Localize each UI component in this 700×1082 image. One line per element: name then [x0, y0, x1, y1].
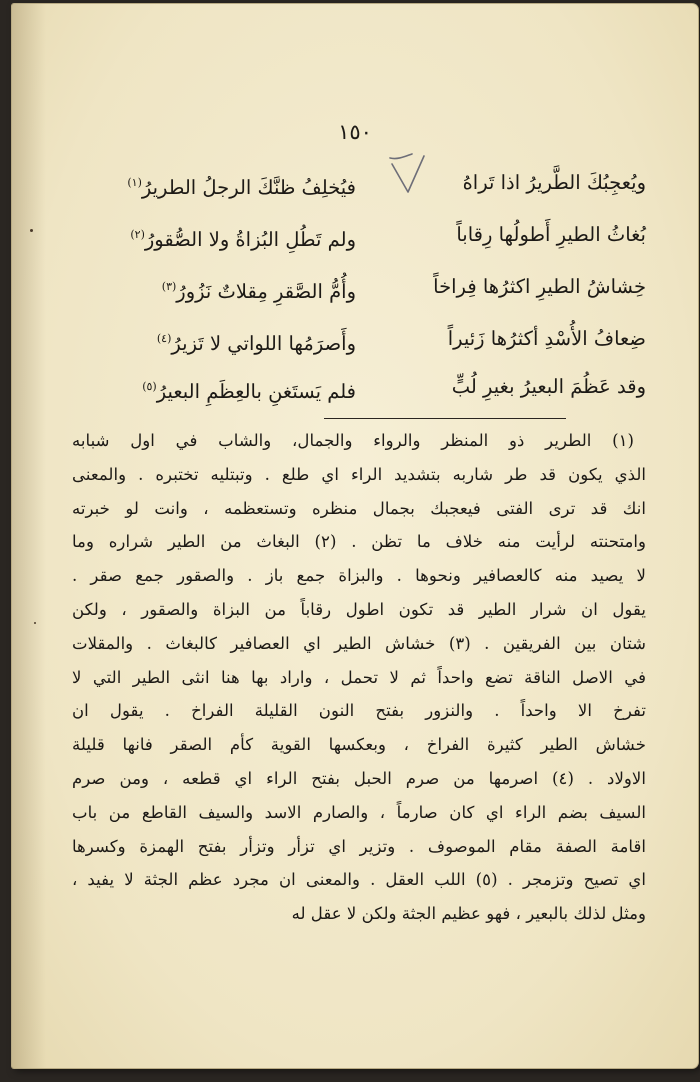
verse-text: وأَصرَمُها اللواتي لا تَزيرُ — [171, 332, 356, 355]
verse-second-hemistich — [72, 318, 356, 365]
verse-line — [72, 162, 646, 204]
verse-line — [72, 214, 646, 256]
commentary-line: ومثل لذلك بالبعير ، فهو عظيم الجثة ولكن لا عقل له — [291, 904, 646, 924]
book-page — [12, 4, 698, 1068]
verse-line — [72, 366, 646, 408]
verse-first-hemistich: وقد عَظُمَ البعيرُ بغيرِ لُبٍّ — [451, 375, 646, 398]
verse-first-hemistich: بُغاثُ الطيرِ أَطولُها رِقاباً — [456, 223, 646, 246]
commentary-line: (١) الطرير ذو المنظر والرواء والجمال، والشاب في اول شبابه — [72, 431, 634, 450]
commentary-line: خشاش الطير كثيرة الفراخ ، وبعكسها القوية كأم الصقر فانها قليلة — [72, 735, 646, 755]
commentary-line: انك قد ترى الفتى فيعجبك بجمال منظره وتستعظمه ، وانت لو خبرته — [72, 498, 646, 518]
footnote-marker: (٣) — [161, 280, 177, 293]
verse-text: ولم تَطُلِ البُزاةُ ولا الصُّقورُ — [144, 228, 356, 251]
page-number: ١٥٠ — [338, 120, 372, 144]
commentary-line: لا يصيد منه كالعصافير ونحوها . والبزاة جمع باز . والصقور جمع صقر . — [72, 566, 646, 586]
commentary-line: الاولاد . (٤) اصرمها من صرم الحبل بفتح الراء اي قطعه ، ومن صرم — [72, 768, 646, 788]
commentary-line: يقول ان شرار الطير قد تكون اطول رقاباً من البزاة والصقور ، ولكن — [72, 599, 646, 619]
verse-line — [72, 266, 646, 308]
page-binding-shadow — [12, 4, 46, 1068]
verse-line — [72, 318, 646, 360]
footnote-marker: (٥) — [142, 380, 157, 393]
commentary-line: اي تصيح وتزمجر . (٥) اللب العقل . والمعنى ان مجرد عظم الجثة لا يفيد ، — [72, 870, 646, 890]
footnote-separator-rule — [324, 418, 566, 419]
paper-speck — [34, 622, 36, 624]
paper-speck — [30, 229, 33, 232]
verse-second-hemistich — [72, 214, 356, 261]
commentary-line: اقامة الصفة مقام الموصوف . وتزير اي تزأر وتزأر بفتح الهمزة وكسرها — [72, 836, 646, 856]
commentary-line: شتان بين الفريقين . (٣) خشاش الطير اي العصافير كالبغاث . والمقلات — [72, 633, 647, 653]
commentary-line: السيف بضم الراء اي كان صارماً ، والصارم الاسد والسيف القاطع من باب — [72, 802, 646, 822]
commentary-block — [72, 424, 646, 931]
commentary-line: في الاصل الناقة تضع واحداً ثم لا تحمل ، واراد بها هنا انثى الطير التي لا — [72, 667, 646, 687]
commentary-line: وامتحنته لرأيت منه خلاف ما تظن . (٢) البغاث من الطير شراره وما — [72, 532, 646, 552]
verse-second-hemistich — [72, 266, 356, 313]
commentary-line: الذي يكون قد طر شاربه بتشديد الراء اي طلع . وتبتليه تختبره . والمعنى — [72, 464, 646, 484]
footnote-marker: (٢) — [130, 228, 145, 241]
verse-second-hemistich — [72, 366, 356, 413]
verse-text: وأُمُّ الصَّقرِ مِقلاتٌ نَزُورُ — [176, 280, 356, 303]
verse-text: فيُخلِفُ ظنَّكَ الرجلُ الطريرُ — [141, 176, 356, 199]
commentary-line: تفرخ الا واحداً . والنزور بفتح النون القليلة الفراخ . يقول ان — [72, 701, 646, 721]
verse-first-hemistich: ويُعجِبُكَ الطَّريرُ اذا تَراهُ — [462, 171, 646, 194]
verse-first-hemistich: ضِعافُ الأُسْدِ أكثرُها زَئيراً — [447, 327, 646, 350]
verse-first-hemistich: خِشاشُ الطيرِ اكثرُها فِراخاً — [433, 275, 646, 298]
verse-text: فلم يَستَغنِ بالعِظَمِ البعيرُ — [156, 380, 356, 403]
verse-second-hemistich — [72, 162, 356, 209]
footnote-marker: (٤) — [156, 332, 172, 345]
footnote-marker: (١) — [127, 176, 142, 189]
